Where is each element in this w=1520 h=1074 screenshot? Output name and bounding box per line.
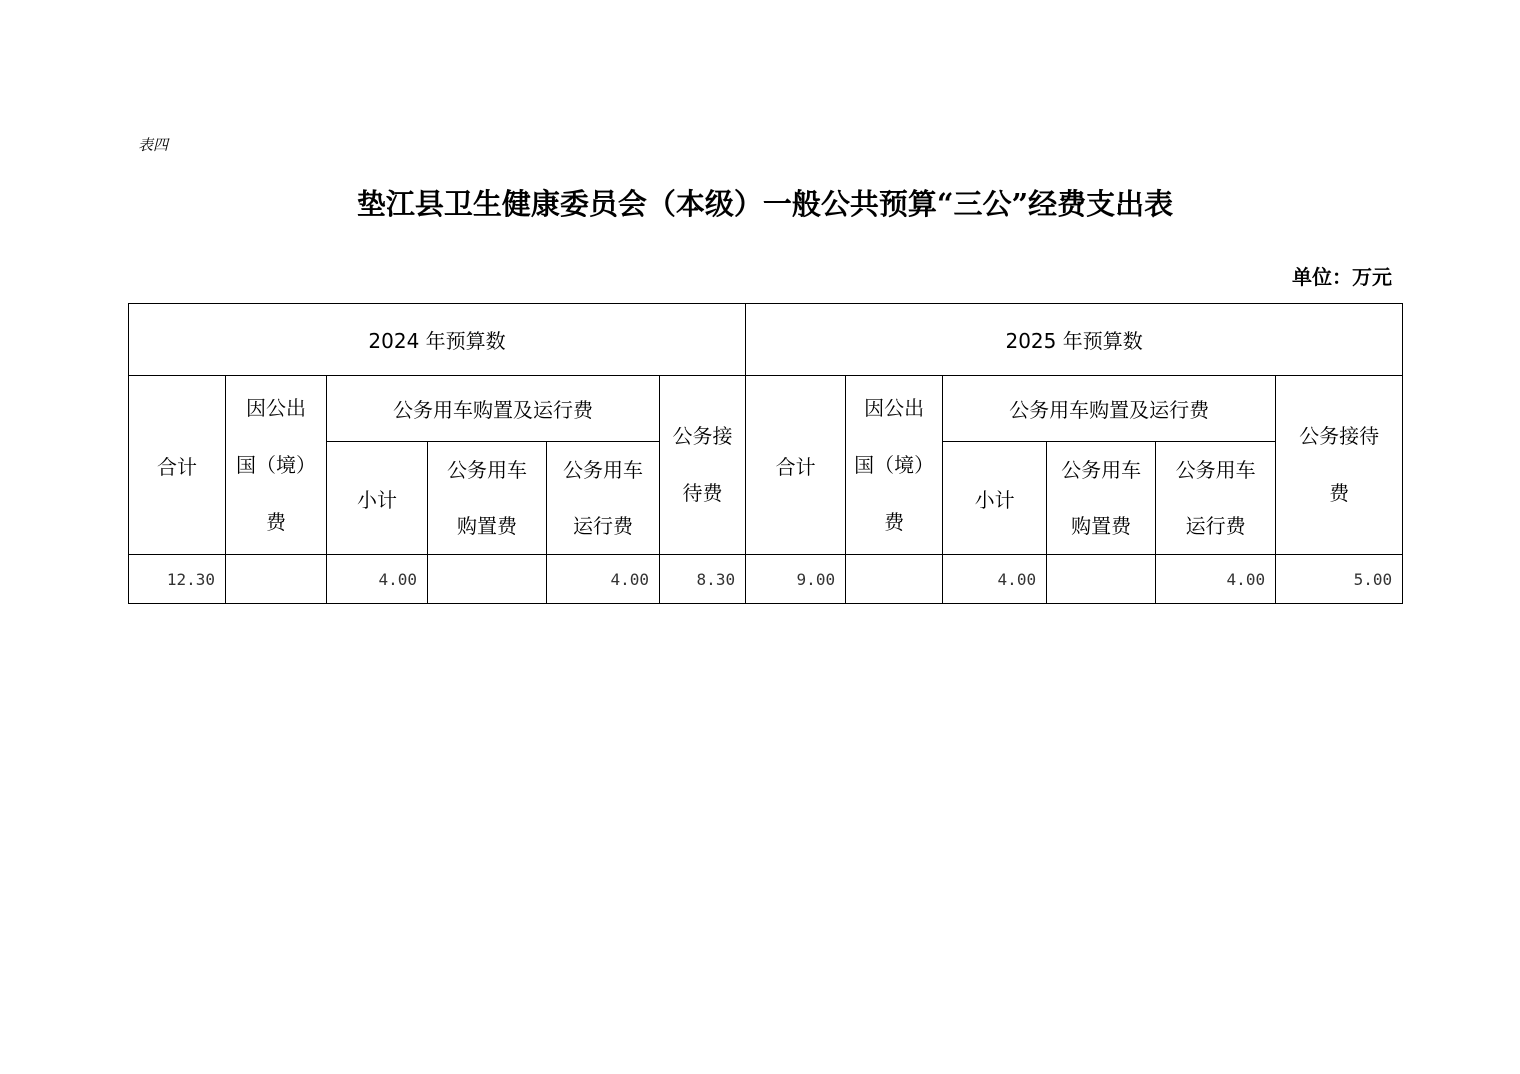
cell-2025-operation: 4.00 bbox=[1156, 555, 1276, 604]
reception-header-2025 bbox=[1276, 376, 1403, 555]
cell-2025-subtotal: 4.00 bbox=[943, 555, 1047, 604]
cell-2025-purchase bbox=[1047, 555, 1156, 604]
cell-2024-reception: 8.30 bbox=[660, 555, 746, 604]
total-header-2025: 合计 bbox=[746, 376, 846, 555]
purchase-header-2025 bbox=[1047, 442, 1156, 555]
subtotal-header-2024: 小计 bbox=[327, 442, 428, 555]
reception-header-line: 费 bbox=[1329, 481, 1350, 505]
abroad-header-line: 国（境） bbox=[236, 452, 316, 477]
abroad-header-line: 因公出 bbox=[246, 395, 306, 420]
purchase-header-line: 公务用车 bbox=[447, 458, 527, 482]
budget-table bbox=[128, 303, 1403, 604]
operation-header-line: 公务用车 bbox=[563, 458, 643, 482]
abroad-header-line: 国（境） bbox=[854, 452, 935, 477]
purchase-header-line: 购置费 bbox=[457, 514, 517, 538]
year-2024-header: 2024 年预算数 bbox=[129, 304, 746, 376]
unit-label: 单位：万元 bbox=[1292, 265, 1392, 289]
abroad-header-line: 费 bbox=[884, 509, 905, 534]
cell-2024-abroad bbox=[226, 555, 327, 604]
reception-header-2024 bbox=[660, 376, 746, 555]
operation-header-line: 运行费 bbox=[1185, 514, 1246, 538]
operation-header-line: 运行费 bbox=[573, 514, 633, 538]
vehicle-group-header-2025: 公务用车购置及运行费 bbox=[943, 376, 1276, 442]
year-2025-header: 2025 年预算数 bbox=[746, 304, 1403, 376]
reception-header-line: 待费 bbox=[682, 481, 723, 505]
operation-header-2025 bbox=[1156, 442, 1276, 555]
reception-header-line: 公务接待 bbox=[1299, 424, 1380, 448]
reception-header-line: 公务接 bbox=[672, 424, 733, 448]
abroad-header-line: 因公出 bbox=[864, 395, 925, 420]
purchase-header-2024 bbox=[428, 442, 547, 555]
cell-2025-abroad bbox=[846, 555, 943, 604]
vehicle-group-header-2024: 公务用车购置及运行费 bbox=[327, 376, 660, 442]
year-header-row bbox=[129, 304, 1403, 376]
table-row bbox=[129, 555, 1403, 604]
purchase-header-line: 公务用车 bbox=[1061, 458, 1142, 482]
cell-2024-operation: 4.00 bbox=[547, 555, 660, 604]
cell-2025-reception: 5.00 bbox=[1276, 555, 1403, 604]
table-number: 表四 bbox=[138, 136, 169, 154]
operation-header-line: 公务用车 bbox=[1175, 458, 1256, 482]
purchase-header-line: 购置费 bbox=[1071, 514, 1132, 538]
abroad-header-2024 bbox=[226, 376, 327, 555]
total-header-2024: 合计 bbox=[129, 376, 226, 555]
cell-2024-purchase bbox=[428, 555, 547, 604]
document-title: 垫江县卫生健康委员会（本级）一般公共预算“三公”经费支出表 bbox=[356, 187, 1174, 221]
subtotal-header-2025: 小计 bbox=[943, 442, 1047, 555]
cell-2025-total: 9.00 bbox=[746, 555, 846, 604]
category-header-row bbox=[129, 376, 1403, 442]
cell-2024-total: 12.30 bbox=[129, 555, 226, 604]
abroad-header-line: 费 bbox=[266, 509, 286, 534]
operation-header-2024 bbox=[547, 442, 660, 555]
abroad-header-2025 bbox=[846, 376, 943, 555]
cell-2024-subtotal: 4.00 bbox=[327, 555, 428, 604]
